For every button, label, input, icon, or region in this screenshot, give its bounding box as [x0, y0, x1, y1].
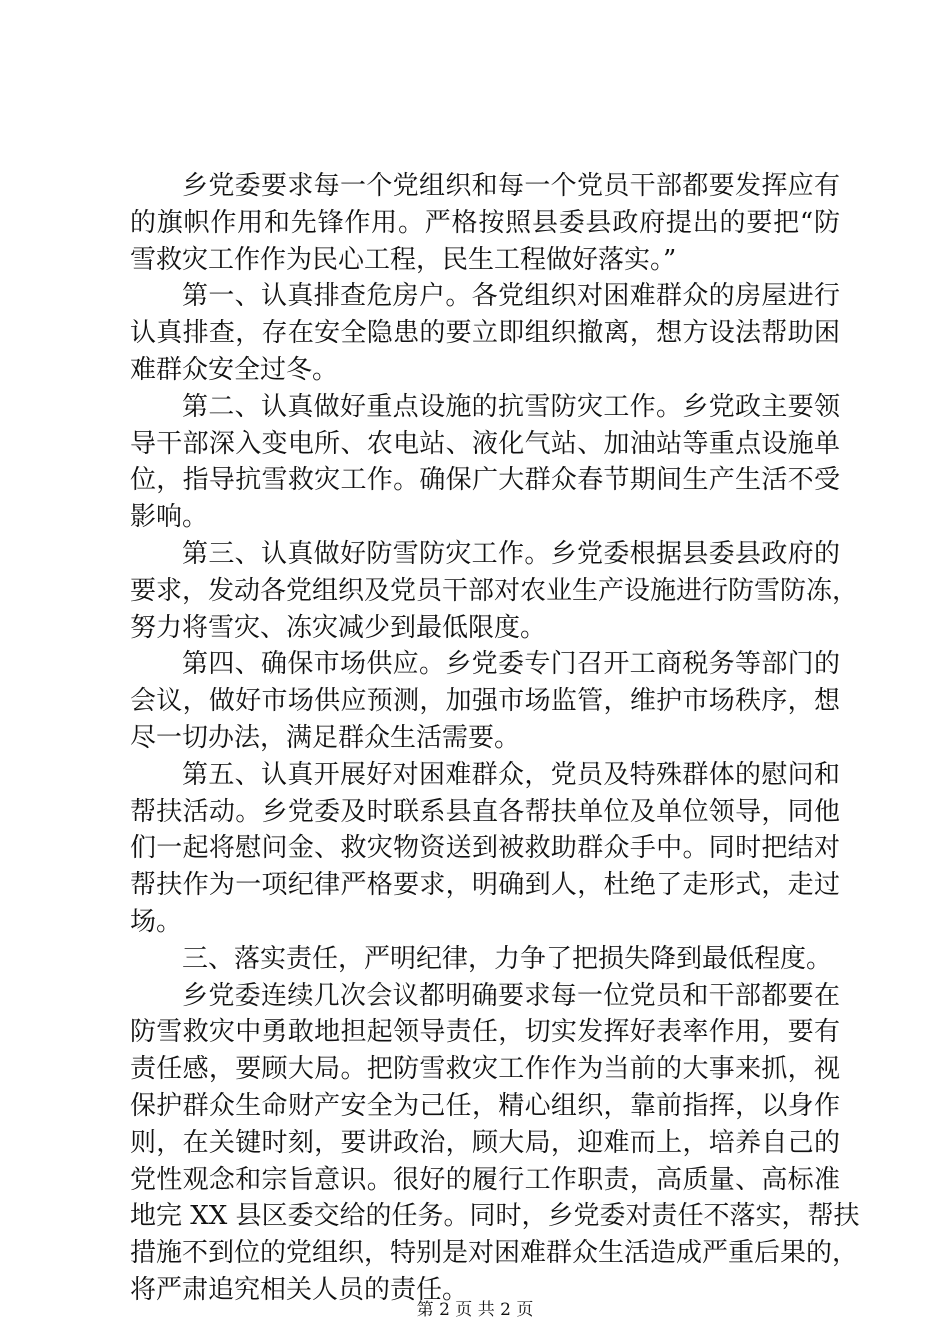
text-line: 的旗帜作用和先锋作用。严格按照县委县政府提出的要把“防	[130, 207, 840, 238]
text-line: 三、落实责任，严明纪律，力争了把损失降到最低程度。	[182, 943, 833, 974]
text-line: 地完 XX 县区委交给的任务。同时，乡党委对责任不落实，帮扶	[130, 1201, 860, 1232]
text-line: 防雪救灾中勇敢地担起领导责任，切实发挥好表率作用，要有	[130, 1017, 840, 1048]
text-line: 乡党委要求每一个党组织和每一个党员干部都要发挥应有	[182, 171, 840, 201]
text-line: 要求，发动各党组织及党员干部对农业生产设施进行防雪防冻，	[130, 575, 859, 606]
text-line: 第四、确保市场供应。乡党委专门召开工商税务等部门的	[182, 649, 840, 680]
text-line: 位，指导抗雪救灾工作。确保广大群众春节期间生产生活不受	[130, 465, 840, 496]
text-line: 保护群众生命财产安全为己任，精心组织，靠前指挥，以身作	[130, 1090, 840, 1121]
text-line: 难群众安全过冬。	[130, 354, 339, 385]
document-body	[130, 168, 860, 1309]
text-line: 认真排查，存在安全隐患的要立即组织撤离，想方设法帮助困	[130, 318, 840, 349]
text-line: 措施不到位的党组织，特别是对困难群众生活造成严重后果的，	[130, 1238, 859, 1269]
text-line: 乡党委连续几次会议都明确要求每一位党员和干部都要在	[182, 980, 840, 1011]
text-line: 将严肃追究相关人员的责任。	[130, 1274, 469, 1305]
text-line: 责任感，要顾大局。把防雪救灾工作作为当前的大事来抓，视	[130, 1054, 840, 1085]
text-line: 第三、认真做好防雪防灾工作。乡党委根据县委县政府的	[182, 538, 840, 569]
text-line: 第一、认真排查危房户。各党组织对困难群众的房屋进行	[182, 281, 840, 312]
text-line: 雪救灾工作作为民心工程，民生工程做好落实。”	[130, 244, 677, 275]
text-line: 努力将雪灾、冻灾减少到最低限度。	[130, 612, 547, 643]
text-line: 帮扶作为一项纪律严格要求，明确到人，杜绝了走形式，走过	[130, 870, 840, 901]
text-line: 则，在关键时刻，要讲政治，顾大局，迎难而上，培养自己的	[130, 1127, 840, 1158]
text-line: 第五、认真开展好对困难群众，党员及特殊群体的慰问和	[182, 759, 840, 790]
text-line: 帮扶活动。乡党委及时联系县直各帮扶单位及单位领导，同他	[130, 796, 840, 827]
text-line: 影响。	[130, 502, 209, 533]
page-footer: 第 2 页 共 2 页	[416, 1300, 534, 1320]
text-line: 场。	[130, 906, 183, 937]
text-line: 党性观念和宗旨意识。很好的履行工作职责，高质量、高标准	[130, 1164, 840, 1195]
text-line: 导干部深入变电所、农电站、液化气站、加油站等重点设施单	[130, 428, 840, 459]
text-line: 尽一切办法，满足群众生活需要。	[130, 722, 521, 753]
text-line: 会议，做好市场供应预测，加强市场监管，维护市场秩序，想	[130, 686, 840, 717]
text-line: 第二、认真做好重点设施的抗雪防灾工作。乡党政主要领	[182, 391, 840, 422]
text-line: 们一起将慰问金、救灾物资送到被救助群众手中。同时把结对	[130, 833, 840, 864]
